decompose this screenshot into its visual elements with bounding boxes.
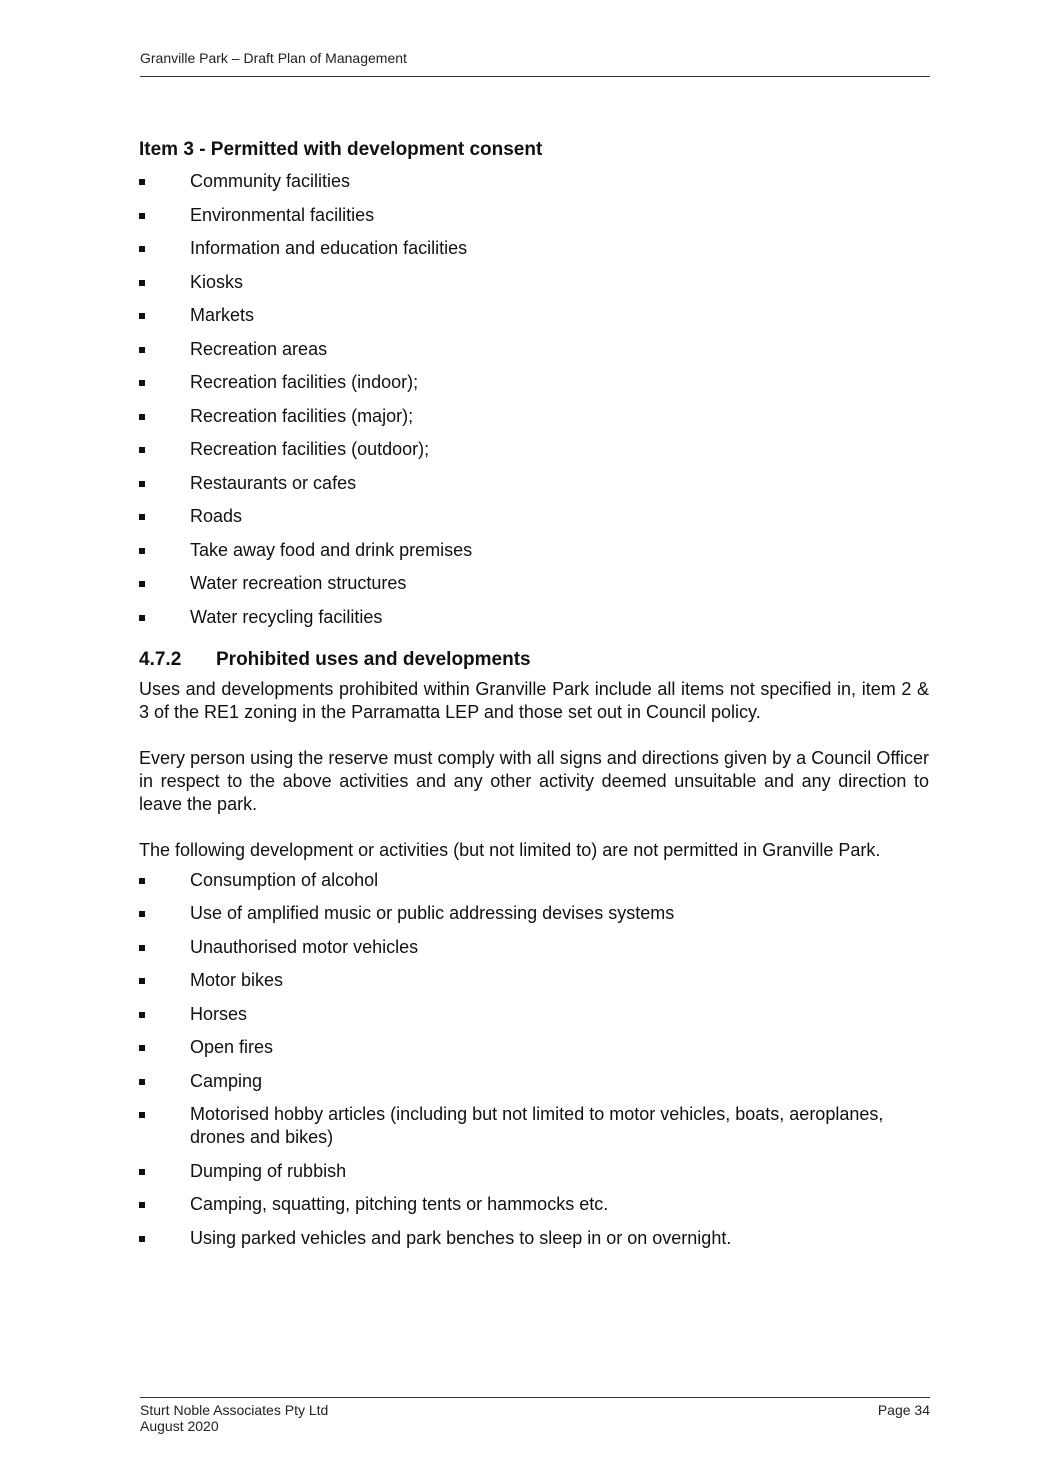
square-bullet-icon [139, 978, 145, 984]
list-item-text: Information and education facilities [190, 238, 468, 258]
square-bullet-icon [139, 911, 145, 917]
list-item-text: Recreation facilities (major); [190, 405, 414, 426]
list-item-text: Take away food and drink premises [190, 539, 473, 560]
square-bullet-icon [139, 179, 145, 185]
item-3-heading: Item 3 - Permitted with development consent [139, 139, 543, 160]
footer-company: Sturt Noble Associates Pty Ltd [140, 1402, 329, 1418]
list-item [139, 606, 929, 629]
square-bullet-icon [139, 878, 145, 884]
list-item-text: Open fires [190, 1037, 274, 1057]
list-item [139, 1003, 929, 1026]
header-divider [140, 76, 930, 77]
list-item [139, 505, 929, 528]
section-number: 4.7.2 [139, 648, 182, 670]
list-item [139, 572, 929, 595]
paragraph-compliance: Every person using the reserve must comply with all signs and directions given by a Council Officer in respect to the above activities and any other activity deemed unsuitable and any direction to leave the park. [139, 747, 929, 814]
list-item [139, 438, 929, 461]
square-bullet-icon [139, 414, 145, 420]
square-bullet-icon [139, 347, 145, 353]
list-item [139, 1036, 929, 1059]
list-item [139, 237, 929, 260]
footer-divider [140, 1397, 930, 1398]
square-bullet-icon [139, 1079, 145, 1085]
square-bullet-icon [139, 1012, 145, 1018]
list-item-text: Community facilities [190, 171, 351, 191]
list-item-text: Recreation facilities (outdoor); [190, 439, 430, 459]
list-item [139, 1070, 929, 1093]
paragraph-prohibited-uses: Uses and developments prohibited within Granville Park include all items not specified in, item 2 & 3 of the RE1 zoning in the Parramatta LEP and those set out in Council policy. [139, 678, 929, 722]
list-item [139, 204, 929, 227]
square-bullet-icon [139, 280, 145, 286]
square-bullet-icon [139, 1045, 145, 1051]
square-bullet-icon [139, 615, 145, 621]
list-item-text: Dumping of rubbish [190, 1160, 347, 1181]
page-content [139, 137, 929, 1250]
section-title: Prohibited uses and developments [216, 648, 531, 670]
square-bullet-icon [139, 1202, 145, 1208]
footer-date: August 2020 [140, 1418, 219, 1434]
square-bullet-icon [139, 246, 145, 252]
list-item [139, 405, 929, 428]
list-item-text: Camping [190, 1070, 263, 1091]
list-item [139, 902, 929, 925]
list-item [139, 338, 929, 361]
section-heading [139, 647, 929, 673]
list-item-text: Motorised hobby articles (including but not limited to motor vehicles, boats, aeroplanes, drones and bikes) [190, 1104, 884, 1147]
square-bullet-icon [139, 481, 145, 487]
list-item-text: Restaurants or cafes [190, 472, 357, 493]
square-bullet-icon [139, 581, 145, 587]
square-bullet-icon [139, 313, 145, 319]
list-item-text: Recreation areas [190, 338, 328, 359]
running-header: Granville Park – Draft Plan of Management [140, 50, 407, 66]
paragraph-not-permitted: The following development or activities (but not limited to) are not permitted in Granville Park. [139, 839, 881, 860]
square-bullet-icon [139, 548, 145, 554]
list-item [139, 1227, 929, 1250]
square-bullet-icon [139, 1169, 145, 1175]
footer-left [140, 1402, 328, 1434]
list-item [139, 304, 929, 327]
list-item-text: Use of amplified music or public addressing devises systems [190, 903, 675, 923]
list-item [139, 869, 929, 892]
list-item-text: Motor bikes [190, 970, 284, 990]
square-bullet-icon [139, 213, 145, 219]
list-item-text: Water recycling facilities [190, 606, 383, 627]
square-bullet-icon [139, 447, 145, 453]
list-item-text: Markets [190, 305, 255, 325]
page-number: Page 34 [877, 1402, 930, 1418]
square-bullet-icon [139, 514, 145, 520]
square-bullet-icon [139, 1236, 145, 1242]
square-bullet-icon [139, 380, 145, 386]
list-item-text: Consumption of alcohol [190, 869, 379, 890]
list-item [139, 539, 929, 562]
list-item [139, 472, 929, 495]
list-item-text: Roads [190, 506, 243, 526]
list-item-text: Unauthorised motor vehicles [190, 936, 419, 957]
list-item [139, 969, 929, 992]
list-item-text: Horses [190, 1003, 248, 1024]
list-item [139, 371, 929, 394]
prohibited-activities-list [139, 869, 929, 1250]
list-item [139, 1103, 929, 1149]
list-item-text: Recreation facilities (indoor); [190, 372, 419, 392]
square-bullet-icon [139, 1112, 145, 1118]
list-item [139, 1160, 929, 1183]
list-item-text: Using parked vehicles and park benches to sleep in or on overnight. [190, 1227, 732, 1248]
list-item-text: Environmental facilities [190, 204, 375, 225]
list-item [139, 1193, 929, 1216]
list-item [139, 936, 929, 959]
square-bullet-icon [139, 945, 145, 951]
permitted-uses-list [139, 170, 929, 629]
list-item-text: Kiosks [190, 271, 244, 292]
list-item [139, 170, 929, 193]
list-item-text: Camping, squatting, pitching tents or hammocks etc. [190, 1194, 609, 1214]
list-item [139, 271, 929, 294]
list-item-text: Water recreation structures [190, 573, 407, 593]
